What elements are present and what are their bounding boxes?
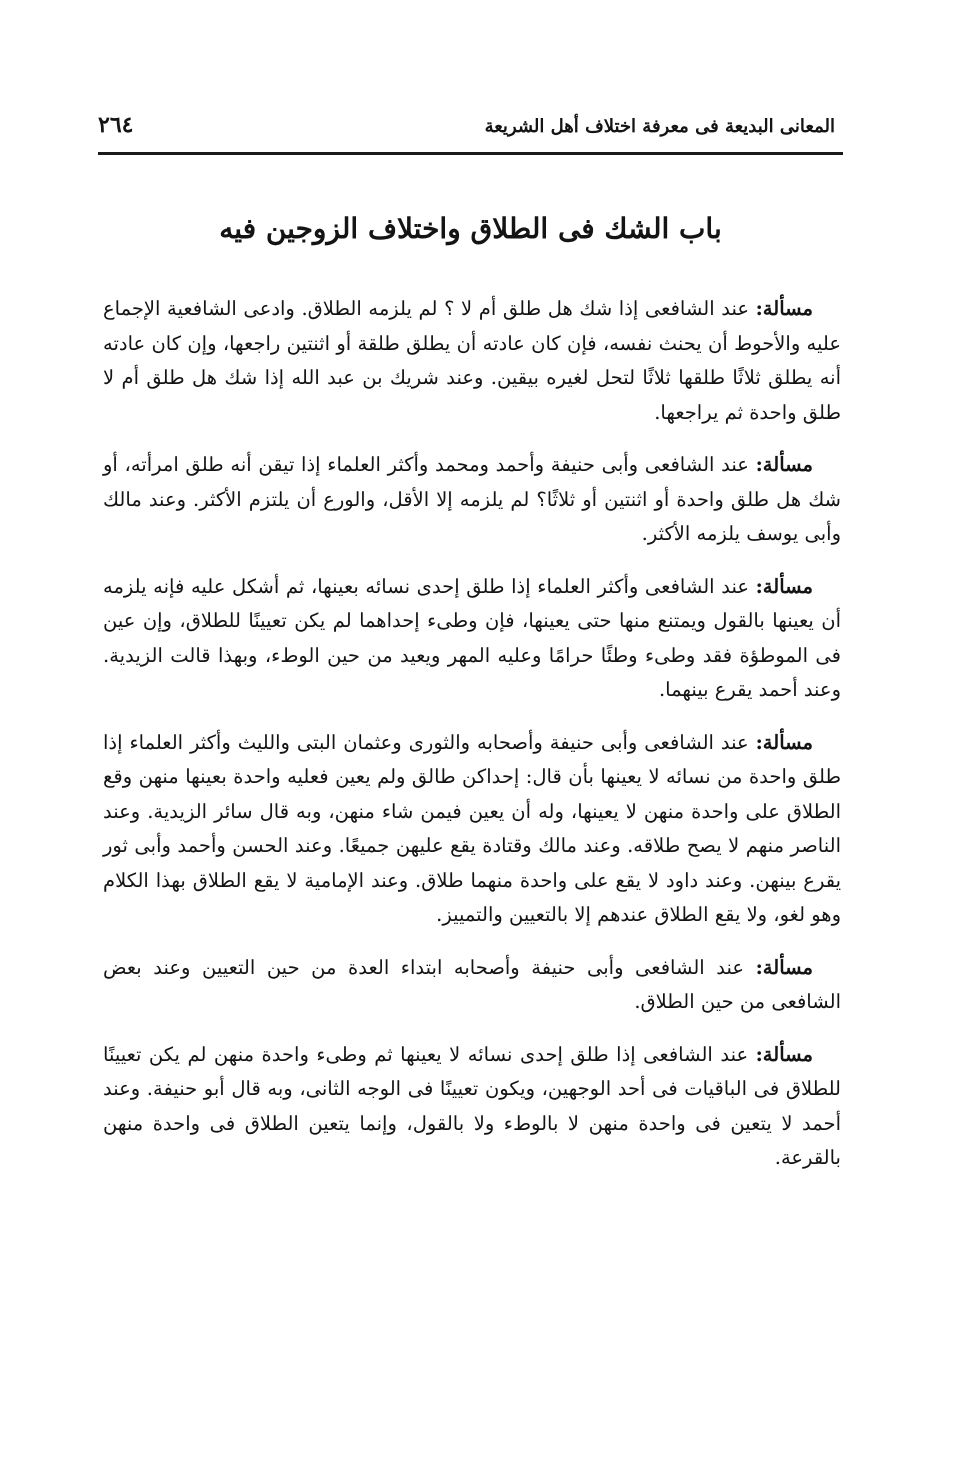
issue-text: عند الشافعى وأبى حنيفة وأصحابه والثورى وعثمان البتى والليث وأكثر العلماء إذا طلق واحدة من نسائه لا يعينها بأن قال: إحداكن طالق ولم يعين فعليه واحدة بعينها منهن وقع الطلاق على واحدة منهن لا يعينها، وله أن يعين فيمن شاء منهن، وبه قال سائر الزيدية. وعند الناصر منهم لا يصح طلاقه. وعند مالك وقتادة يقع عليهن جميعًا. وعند الحسن وأحمد وأبى ثور يقرع بينهن. وعند داود لا يقع على واحدة منهما طلاق. وعند الإمامية لا يقع الطلاق بهذا الكلام وهو لغو، ولا يقع الطلاق عندهم إلا بالتعيين والتمييز. [103,730,841,926]
issue-text: عند الشافعى إذا طلق إحدى نسائه لا يعينها ثم وطىء واحدة منهن لم يكن تعيينًا للطلاق فى الباقيات فى أحد الوجهين، ويكون تعيينًا فى الوجه الثانى، وبه قال أبو حنيفة. وعند أحمد لا يتعين فى واحدة منهن لا بالوطء ولا بالقول، وإنما يتعين الطلاق فى واحدة منهن بالقرعة. [103,1042,841,1169]
issue-text: عند الشافعى وأكثر العلماء إذا طلق إحدى نسائه بعينها، ثم أشكل عليه فإنه يلزمه أن يعينها بالقول ويمتنع منها حتى يعينها، فإن وطىء إحداهما لم يكن تعيينًا للطلاق، وإن عين فى الموطؤة فقد وطىء وطئًا حرامًا وعليه المهر ويعيد من حين الوطء، وبهذا قالت الزيدية. وعند أحمد يقرع بينهما. [103,574,841,701]
page-body [103,292,841,1194]
issue-paragraph [103,951,841,1020]
issue-label: مسألة: [755,730,813,754]
issue-paragraph [103,570,841,708]
issue-paragraph [103,448,841,552]
issue-paragraph [103,1038,841,1176]
chapter-title: باب الشك فى الطلاق واختلاف الزوجين فيه [219,212,722,245]
issue-label: مسألة: [755,297,813,320]
running-header-title: المعانى البديعة فى معرفة اختلاف أهل الشريعة [484,116,835,137]
issue-text: عند الشافعى وأبى حنيفة وأصحابه ابتداء العدة من حين التعيين وعند بعض الشافعى من حين الطلاق. [103,955,841,1013]
issue-paragraph [103,726,841,933]
issue-label: مسألة: [755,955,813,979]
page-number: ٢٦٤ [98,112,134,138]
issue-text: عند الشافعى وأبى حنيفة وأحمد ومحمد وأكثر العلماء إذا تيقن أنه طلق امرأته، أو شك هل طلق واحدة أو اثنتين أو ثلاثًا؟ لم يلزمه إلا الأقل، والورع أن يلتزم الأكثر. وعند مالك وأبى يوسف يلزمه الأكثر. [103,453,841,545]
issue-text: عند الشافعى إذا شك هل طلق أم لا ؟ لم يلزمه الطلاق. وادعى الشافعية الإجماع عليه والأحوط أن يحنث نفسه، فإن كان عادته أن يطلق طلقة أو اثنتين راجعها، وإن كان عادته أنه يطلق ثلاثًا طلقها ثلاثًا لتحل لغيره بيقين. وعند شريك بن عبد الله إذا شك هل طلق أم لا طلق واحدة ثم يراجعها. [103,297,841,424]
issue-label: مسألة: [755,1042,813,1066]
issue-label: مسألة: [755,453,813,476]
issue-paragraph [103,292,841,430]
running-header [98,112,843,155]
issue-label: مسألة: [755,574,813,598]
